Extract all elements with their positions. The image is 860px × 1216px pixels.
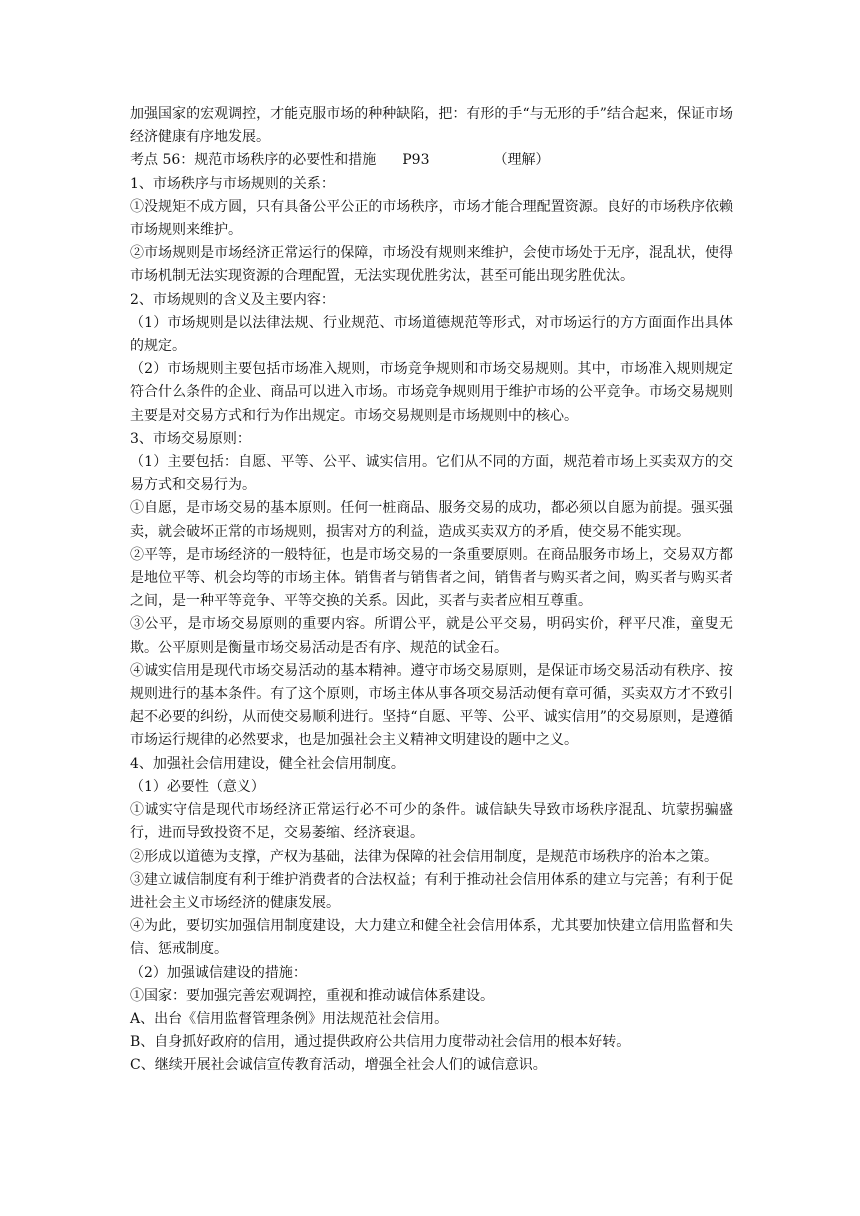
paragraph: 2、市场规则的含义及主要内容：: [130, 291, 335, 308]
paragraph: ④为此，要切实加强信用制度建设，大力建立和健全社会信用体系，尤其要加快建立信用监督和失信、惩戒制度。: [130, 918, 733, 958]
paragraph: ②平等，是市场经济的一般特征，也是市场交易的一条重要原则。在商品服务市场上，交易双方都是地位平等、机会均等的市场主体。销售者与销售者之间，销售者与购买者之间，购买者与购买者之间，是一种平等竞争、平等交换的关系。因此，买者与卖者应相互尊重。: [130, 546, 733, 610]
section-heading: [130, 149, 733, 172]
paragraph: C、继续开展社会诚信宣传教育活动，增强全社会人们的诚信意识。: [130, 1057, 547, 1074]
heading-page-ref: P93: [402, 152, 430, 169]
paragraph: ②形成以道德为支撑，产权为基础，法律为保障的社会信用制度，是规范市场秩序的治本之策。: [130, 848, 718, 865]
paragraph: （2）市场规则主要包括市场准入规则，市场竞争规则和市场交易规则。其中，市场准入规则规定符合什么条件的企业、商品可以进入市场。市场竞争规则用于维护市场的公平竞争。市场交易规则主要是对交易方式和行为作出规定。市场交易规则是市场规则中的核心。: [130, 361, 733, 424]
paragraph: ①自愿，是市场交易的基本原则。任何一桩商品、服务交易的成功，都必须以自愿为前提。强买强卖，就会破坏正常的市场规则，损害对方的利益，造成买卖双方的矛盾，使交易不能实现。: [130, 500, 733, 540]
paragraph: （1）市场规则是以法律法规、行业规范、市场道德规范等形式，对市场运行的方方面面作出具体的规定。: [130, 314, 733, 355]
intro-paragraph: 加强国家的宏观调控，才能克服市场的种种缺陷，把：有形的手“与无形的手”结合起来，保证市场经济健康有序地发展。: [130, 106, 733, 146]
heading-level: （理解）: [493, 152, 550, 169]
paragraph: （2）加强诚信建设的措施：: [130, 964, 307, 981]
paragraph: ①国家：要加强完善宏观调控，重视和推动诚信体系建设。: [130, 987, 494, 1004]
paragraph: A、出台《信用监督管理条例》用法规范社会信用。: [130, 1010, 449, 1027]
paragraph: 3、市场交易原则：: [130, 430, 251, 447]
heading-title: 考点 56：规范市场秩序的必要性和措施: [130, 152, 377, 169]
paragraph: ④诚实信用是现代市场交易活动的基本精神。遵守市场交易原则，是保证市场交易活动有秩序、按规则进行的基本条件。有了这个原则，市场主体从事各项交易活动便有章可循，买卖双方才不致引起不必要的纠纷，从而使交易顺利进行。坚持“自愿、平等、公平、诚实信用”的交易原则，是遵循市场运行规律的必然要求，也是加强社会主义精神文明建设的题中之义。: [130, 662, 733, 749]
paragraph: ③公平，是市场交易原则的重要内容。所谓公平，就是公平交易，明码实价，秤平尺准，童叟无欺。公平原则是衡量市场交易活动是否有序、规范的试金石。: [130, 616, 733, 656]
paragraph: ③建立诚信制度有利于维护消费者的合法权益；有利于推动社会信用体系的建立与完善；有利于促进社会主义市场经济的健康发展。: [130, 871, 733, 911]
document-page: [130, 103, 733, 1078]
paragraph: 4、加强社会信用建设，健全社会信用制度。: [130, 755, 405, 772]
paragraph: 1、市场秩序与市场规则的关系：: [130, 175, 335, 192]
paragraph: ①诚实守信是现代市场经济正常运行必不可少的条件。诚信缺失导致市场秩序混乱、坑蒙拐骗盛行，进而导致投资不足，交易萎缩、经济衰退。: [130, 802, 733, 842]
paragraph: B、自身抓好政府的信用，通过提供政府公共信用力度带动社会信用的根本好转。: [130, 1034, 631, 1051]
paragraph: ②市场规则是市场经济正常运行的保障，市场没有规则来维护，会使市场处于无序，混乱状，使得市场机制无法实现资源的合理配置，无法实现优胜劣汰，甚至可能出现劣胜优汰。: [130, 245, 733, 285]
paragraph: ①没规矩不成方圆，只有具备公平公正的市场秩序，市场才能合理配置资源。良好的市场秩序依赖市场规则来维护。: [130, 198, 733, 239]
paragraph: （1）主要包括：自愿、平等、公平、诚实信用。它们从不同的方面，规范着市场上买卖双方的交易方式和交易行为。: [130, 454, 733, 494]
paragraph: （1）必要性（意义）: [130, 778, 265, 795]
